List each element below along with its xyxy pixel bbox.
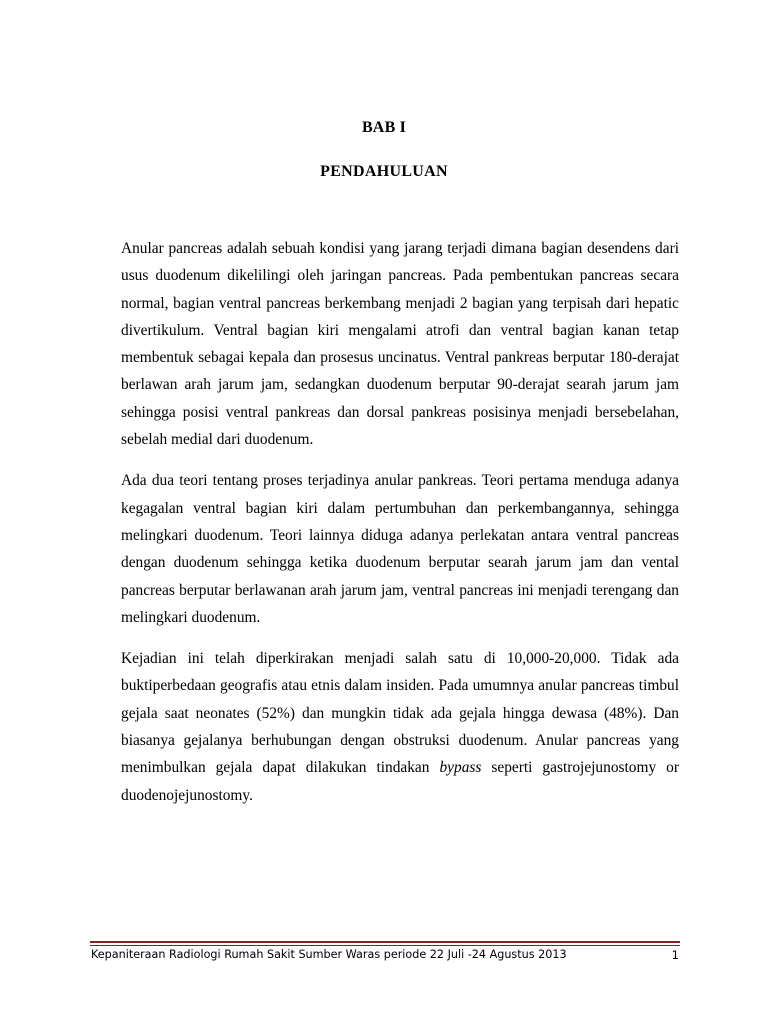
- chapter-title: PENDAHULUAN: [320, 163, 448, 180]
- body-text: [121, 235, 679, 823]
- page-number: 1: [671, 948, 679, 962]
- paragraph-3: [121, 645, 679, 809]
- footer-text: Kepaniteraan Radiologi Rumah Sakit Sumber Waras periode 22 Juli -24 Agustus 2013: [91, 948, 567, 961]
- paragraph-1: Anular pancreas adalah sebuah kondisi yang jarang terjadi dimana bagian desendens dari usus duodenum dikelilingi oleh jaringan pancreas. Pada pembentukan pancreas secara normal, bagian ventral pancreas berkembang menjadi 2 bagian yang terpisah dari hepatic divertikulum. Ventral bagian kiri mengalami atrofi dan ventral bagian kanan tetap membentuk sebagai kepala dan prosesus uncinatus. Ventral pankreas berputar 180-derajat berlawan arah jarum jam, sedangkan duodenum berputar 90-derajat searah jarum jam sehingga posisi ventral pankreas dan dorsal pankreas posisinya menjadi bersebelahan, sebelah medial dari duodenum.: [121, 240, 679, 449]
- paragraph-3-text-before: Kejadian ini telah diperkirakan menjadi salah satu di 10,000-20,000. Tidak ada buktiperbedaan geografis atau etnis dalam insiden. Pada umumnya anular pancreas timbul gejala saat neonates (52%) dan mungkin tidak ada gejala hingga dewasa (48%). Dan biasanya gejalanya berhubungan dengan obstruksi duodenum. Anular pancreas yang menimbulkan gejala dapat dilakukan tindakan: [121, 650, 679, 777]
- chapter-heading: BAB I: [361, 119, 407, 136]
- footer-rule-thin: [90, 945, 680, 946]
- paragraph-2: Ada dua teori tentang proses terjadinya anular pankreas. Teori pertama menduga adanya kegagalan ventral bagian kiri dalam pertumbuhan dan perkembangannya, sehingga melingkari duodenum. Teori lainnya diduga adanya perlekatan antara ventral pancreas dengan duodenum sehingga ketika duodenum berputar searah jarum jam dan vental pancreas berputar berlawanan arah jarum jam, ventral pancreas ini menjadi terengang dan melingkari duodenum.: [121, 472, 679, 626]
- paragraph-3-text-after: seperti gastrojejunostomy or duodenojejunostomy.: [121, 759, 679, 804]
- paragraph-3-emphasis: bypass: [439, 759, 482, 777]
- footer-rule-thick: [90, 941, 680, 943]
